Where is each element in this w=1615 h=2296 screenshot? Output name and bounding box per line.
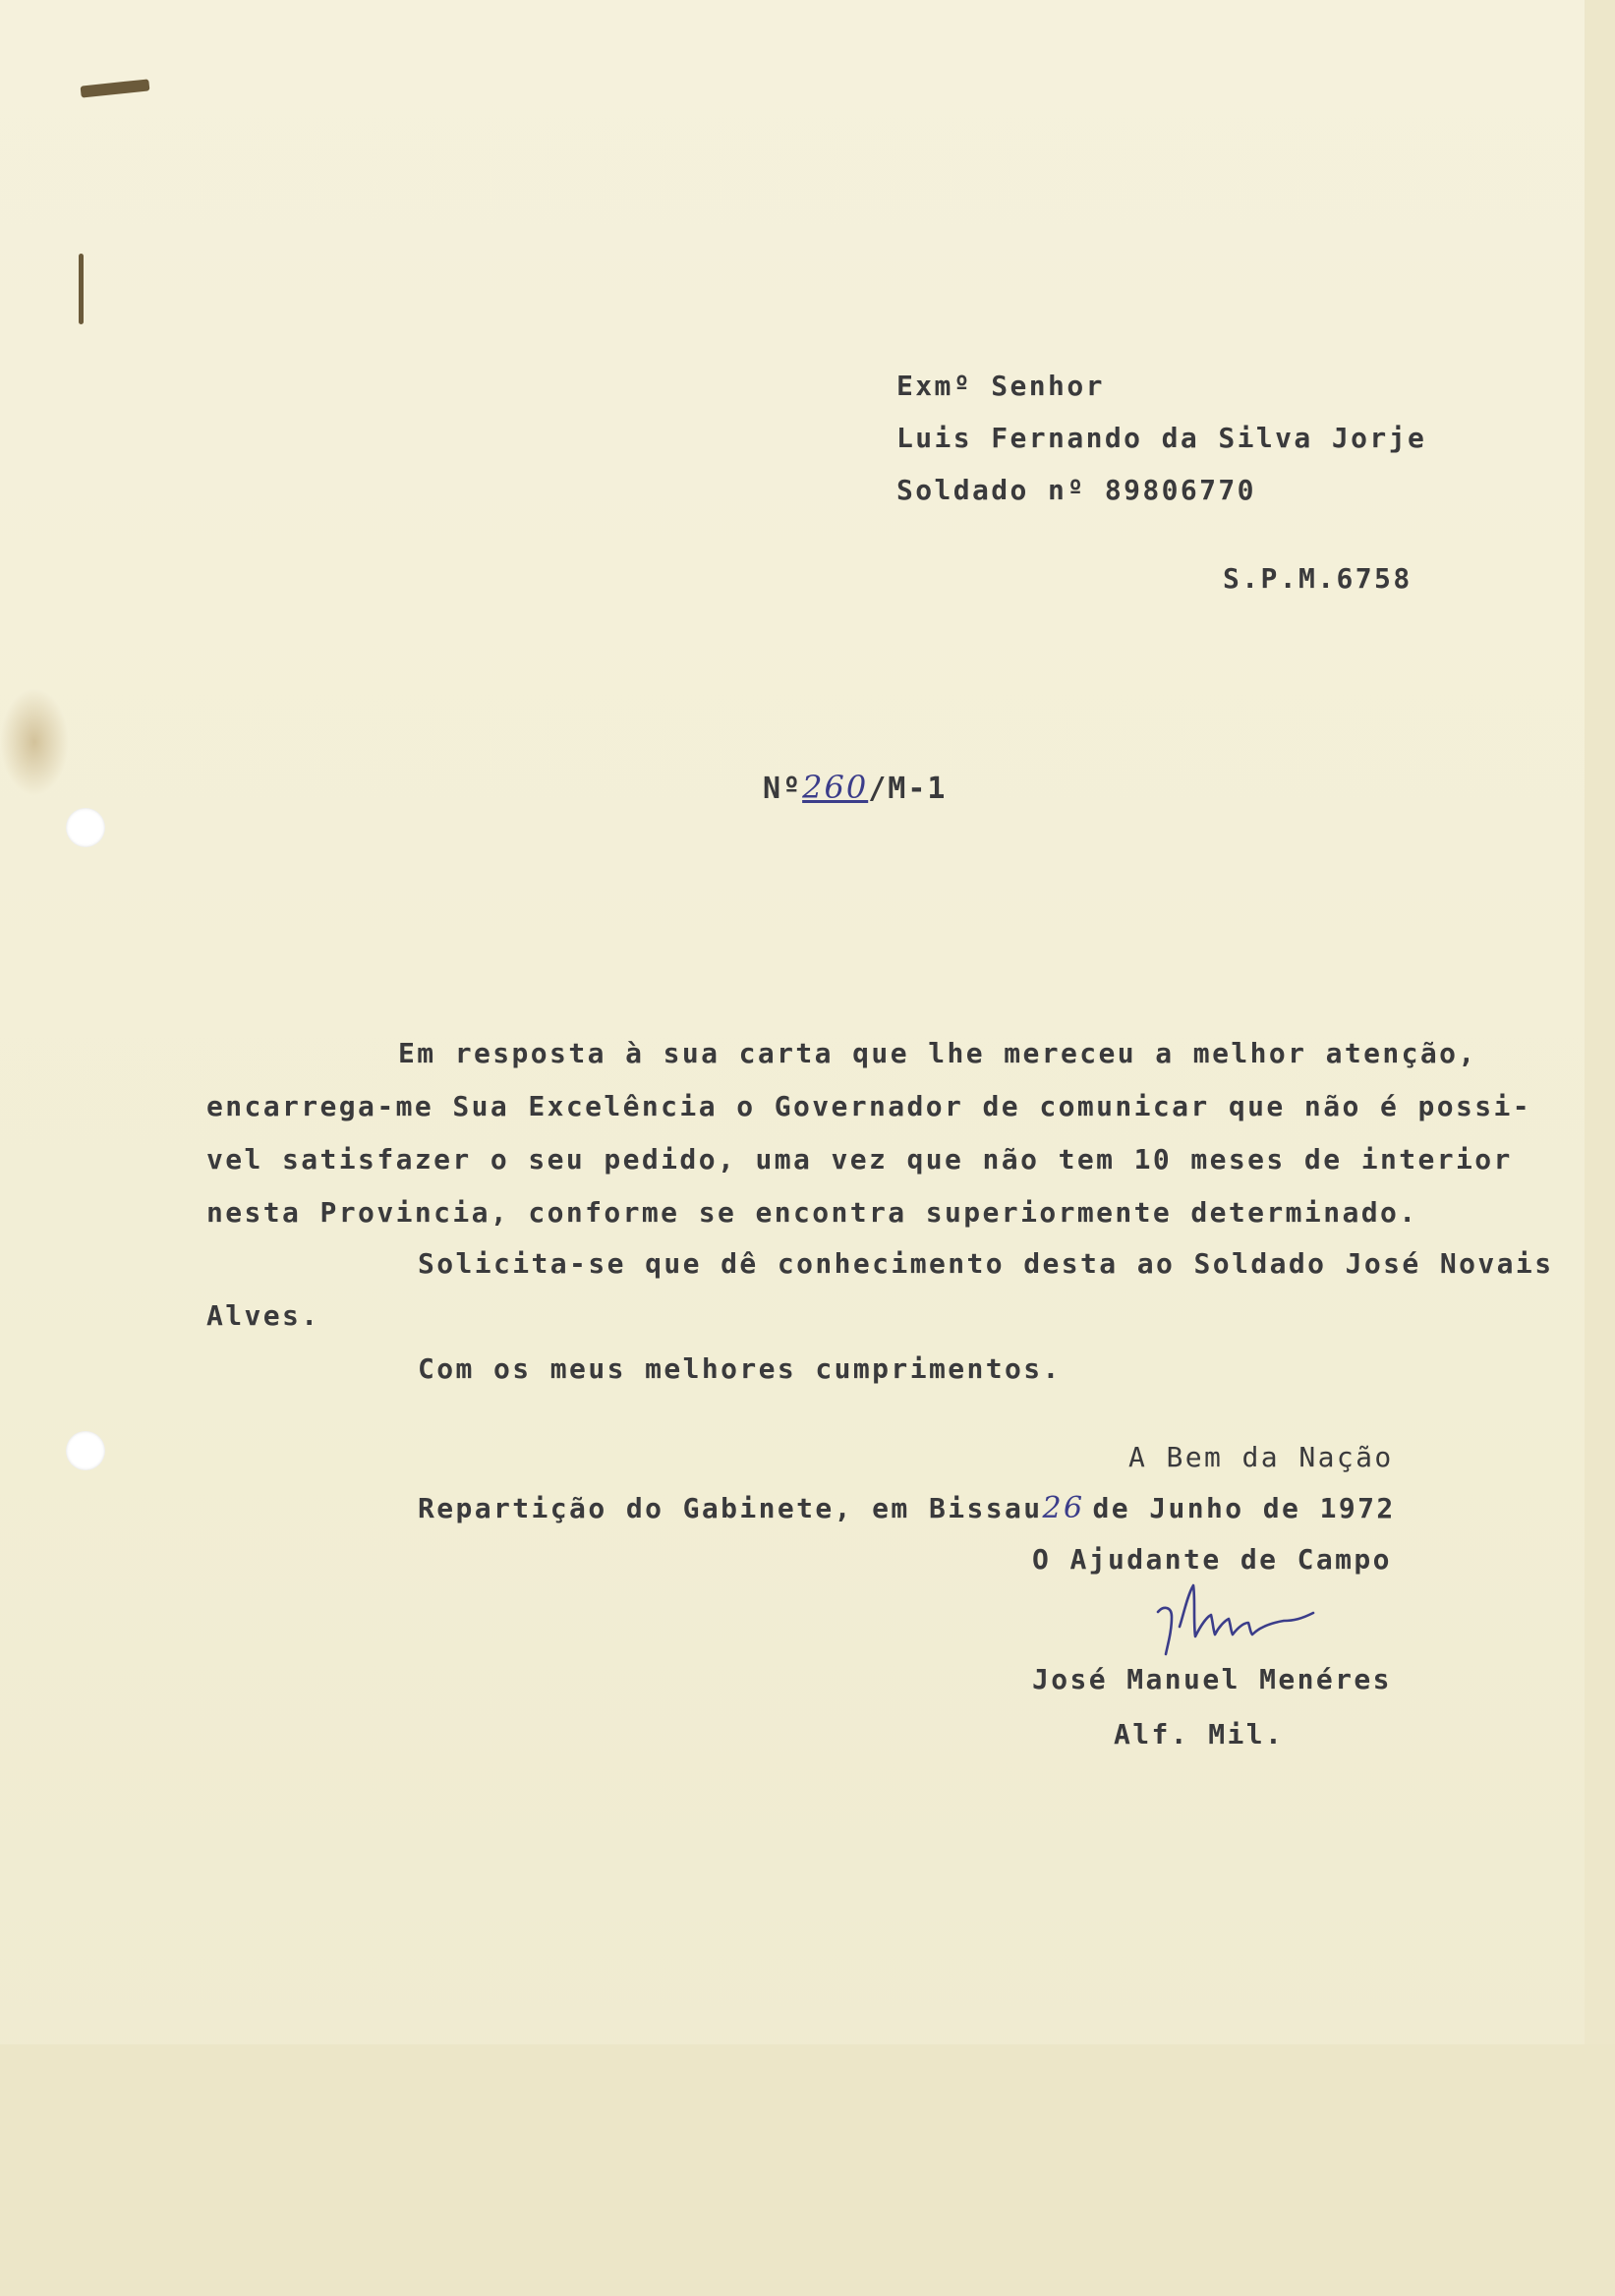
recipient-spm: S.P.M.6758 (1223, 562, 1413, 595)
recipient-rank: Soldado nº 89806770 (896, 474, 1256, 506)
rust-mark (81, 79, 150, 97)
body-line: encarrega-me Sua Excelência o Governador de comunicar que não é possi- (206, 1090, 1532, 1122)
body-line: Alves. (206, 1299, 320, 1332)
place-date-suffix: de Junho de 1972 (1092, 1492, 1396, 1524)
reference-prefix: Nº (763, 772, 803, 806)
salutation: Exmº Senhor (896, 370, 1105, 402)
punch-hole (66, 1431, 105, 1470)
handwritten-signature (1150, 1578, 1376, 1666)
reference-suffix: /M-1 (868, 772, 948, 806)
signer-role: O Ajudante de Campo (1032, 1543, 1392, 1576)
stain-mark (0, 688, 69, 796)
reference-handwritten-number: 260 (802, 769, 869, 806)
body-line: Solicita-se que dê conhecimento desta ao Soldado José Novais (418, 1247, 1554, 1280)
signer-name: José Manuel Menéres (1032, 1663, 1392, 1695)
body-line: nesta Provincia, conforme se encontra superiormente determinado. (206, 1196, 1418, 1229)
body-line: vel satisfazer o seu pedido, uma vez que não tem 10 meses de interior (206, 1143, 1513, 1176)
place-date (418, 1491, 1396, 1525)
recipient-name: Luis Fernando da Silva Jorje (896, 422, 1427, 454)
closing-line: Com os meus melhores cumprimentos. (418, 1352, 1062, 1385)
place-date-prefix: Repartição do Gabinete, em Bissau (418, 1492, 1043, 1524)
motto: A Bem da Nação (1128, 1441, 1394, 1473)
body-line: Em resposta à sua carta que lhe mereceu a melhor atenção, (398, 1037, 1477, 1069)
signer-rank: Alf. Mil. (1114, 1718, 1285, 1751)
punch-hole (66, 808, 105, 847)
paper-bottom-band (0, 2044, 1615, 2296)
date-day-handwritten: 26 (1042, 1491, 1085, 1525)
paper-edge (1585, 0, 1615, 2296)
reference-number (763, 769, 947, 806)
staple-mark (79, 254, 84, 324)
